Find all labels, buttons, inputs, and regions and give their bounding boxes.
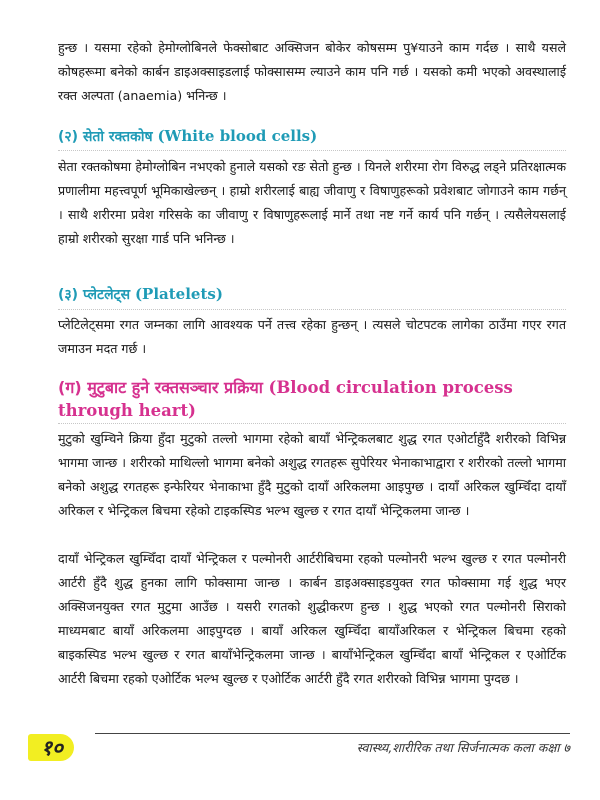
circulation-paragraph-1: मुटुको खुम्चिने क्रिया हुँदा मुटुको तल्लो भागमा रहेको बायाँ भेन्ट्रिकलबाट शुद्ध रगत एओर्टाहुँदै शरीरको विभिन्न भागमा जान्छ । शरीरको माथिल्लो भागमा बनेको अशुद्ध रगतहरू सुपेरियर भेनाकाभाद्वारा र शरीरको तल्लो भागमा बनेको अशुद्ध रगतहरू इन्फेरियर भेनाकाभा हुँदै मुटुको दायाँ अरिकलमा आइपुग्छ । दायाँ अरिकल खुम्चिँदा दायाँ अरिकल र भेन्ट्रिकल बिचमा रहेको टाइकस्पिड भल्भ खुल्छ र रगत दायाँ भेन्ट्रिकलमा जान्छ ।	[58, 431, 566, 518]
platelets-heading-nepali: प्लेटलेट्स	[82, 287, 131, 303]
wbc-heading	[58, 126, 317, 147]
wbc-heading-number: (२)	[58, 129, 79, 145]
platelets-heading-number: (३)	[58, 287, 79, 303]
circulation-heading	[58, 376, 568, 422]
circulation-heading-number: (ग)	[58, 378, 82, 397]
circulation-heading-nepali: मुटुबाट हुने रक्तसञ्चार प्रक्रिया	[87, 378, 263, 397]
divider	[58, 150, 566, 151]
divider	[58, 309, 566, 310]
circulation-paragraph-2: दायाँ भेन्ट्रिकल खुम्चिँदा दायाँ भेन्ट्रिकल र पल्मोनरी आर्टरीबिचमा रहको पल्मोनरी भल्भ खुल्छ र रगत पल्मोनरी आर्टरी हुँदै शुद्ध हुनका लागि फोक्सामा जान्छ । कार्बन डाइअक्साइडयुक्त रगत फोक्सामा गई शुद्ध भएर अक्सिजनयुक्त रगत मुटुमा आउँछ । यसरी रगतको शुद्धीकरण हुन्छ । शुद्ध भएको रगत पल्मोनरी सिराको माध्यमबाट बायाँ अरिकलमा आइपुग्दछ । बायाँ अरिकल खुम्चिँदा बायाँअरिकल र भेन्ट्रिकल बिचमा रहको बाइकस्पिड भल्भ खुल्छ र रगत बायाँभेन्ट्रिकलमा जान्छ । बायाँभेन्ट्रिकल खुम्चिँदा बायाँ भेन्ट्रिकल र एओर्टिक आर्टरी बिचमा रहको एओर्टिक भल्भ खुल्छ र एओर्टिक आर्टरी हुँदै रगत शरीरको विभिन्न भागमा पुग्दछ ।	[58, 551, 566, 686]
divider	[58, 423, 566, 424]
circulation-heading-english: (Blood circulation process through heart)	[58, 378, 513, 420]
platelets-heading-english: (Platelets)	[134, 285, 223, 303]
footer-rule	[95, 733, 570, 734]
wbc-heading-english: (White blood cells)	[157, 127, 318, 145]
intro-paragraph: हुन्छ । यसमा रहेको हेमोग्लोबिनले फेक्सोबाट अक्सिजन बोकेर कोषसम्म पु¥याउने काम गर्दछ । साथै यसले कोषहरूमा बनेको कार्बन डाइअक्साइडलाई फोक्सासम्म ल्याउने काम पनि गर्छ । यसको कमी भएको अवस्थालाई रक्त अल्पता (anaemia) भनिन्छ ।	[58, 40, 566, 103]
wbc-heading-nepali: सेतो रक्तकोष	[82, 129, 153, 145]
platelets-heading	[58, 284, 223, 305]
page-number: १०	[41, 736, 63, 760]
wbc-paragraph: सेता रक्तकोषमा हेमोग्लोबिन नभएको हुनाले यसको रङ सेतो हुन्छ । यिनले शरीरमा रोग विरुद्ध लड्ने प्रतिरक्षात्मक प्रणालीमा महत्त्वपूर्ण भूमिकाखेल्छन् । हाम्रो शरीरलाई बाह्य जीवाणु र विषाणुहरूको प्रवेशबाट जोगाउने काम गर्छन् । साथै शरीरमा प्रवेश गरिसके का जीवाणु र विषाणुहरूलाई मार्ने तथा नष्ट गर्ने कार्य पनि गर्छन् । त्यसैलेयसलाई हाम्रो शरीरको सुरक्षा गार्ड पनि भनिन्छ ।	[58, 159, 566, 246]
footer-book-title: स्वास्थ्य,शारीरिक तथा सिर्जनात्मक कला कक्षा ७	[356, 740, 570, 755]
platelets-paragraph: प्लेटिलेट्समा रगत जम्नका लागि आवश्यक पर्ने तत्त्व रहेका हुन्छन् । त्यसले चोटपटक लागेका ठाउँमा गएर रगत जमाउन मदत गर्छ ।	[58, 317, 566, 356]
